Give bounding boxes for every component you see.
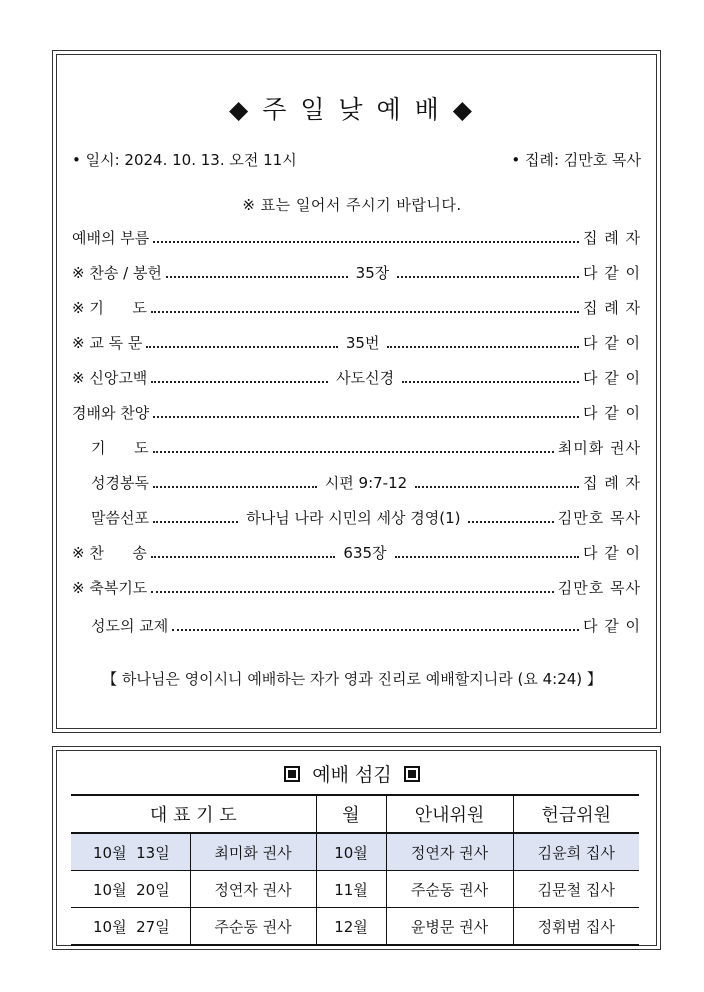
table-row — [71, 908, 639, 946]
prayer-person: 주순동 권사 — [190, 908, 316, 946]
duty-month: 12월 — [316, 908, 386, 946]
order-row — [72, 261, 641, 283]
worship-title: ◆ 주 일 낮 예 배 ◆ — [229, 95, 475, 124]
order-label: 예배의 부름 — [72, 228, 150, 247]
order-label: 말씀선포 — [91, 508, 149, 527]
leader-dots — [153, 521, 238, 523]
usher-person: 주순동 권사 — [386, 871, 513, 908]
standing-note: ※ 표는 일어서 주시기 바랍니다. — [242, 196, 462, 214]
order-label: ※ 찬송 / 봉헌 — [72, 263, 162, 282]
order-label: ※ 교 독 문 — [72, 333, 143, 352]
order-row — [72, 331, 641, 353]
duty-month: 10월 — [316, 833, 386, 871]
order-detail: 사도신경 — [336, 368, 395, 387]
leader-dots — [172, 629, 579, 631]
order-detail: 하나님 나라 시민의 세상 경영(1) — [246, 508, 461, 527]
order-label: ※ 축복기도 — [72, 578, 148, 597]
service-leader: • 집례: 김만호 목사 — [511, 151, 641, 169]
prayer-date: 10월 13일 — [71, 833, 190, 871]
leader-dots — [415, 486, 579, 488]
service-date: • 일시: 2024. 10. 13. 오전 11시 — [72, 151, 297, 169]
order-label: 경배와 찬양 — [72, 403, 150, 422]
leader-dots — [387, 346, 579, 348]
table-row — [71, 833, 639, 871]
order-row — [91, 471, 641, 493]
prayer-person: 최미화 권사 — [190, 833, 316, 871]
prayer-date: 10월 27일 — [71, 908, 190, 946]
header-offering: 헌금위원 — [513, 795, 639, 833]
order-label: ※ 찬 송 — [72, 543, 147, 562]
order-row — [91, 506, 641, 528]
usher-person: 윤병문 권사 — [386, 908, 513, 946]
order-performer: 다 같 이 — [582, 368, 641, 387]
order-detail: 35장 — [355, 263, 390, 282]
duty-title-wrap — [0, 760, 704, 787]
leader-dots — [151, 311, 579, 313]
header-usher: 안내위원 — [386, 795, 513, 833]
order-label: 성경봉독 — [91, 473, 149, 492]
leader-dots — [153, 486, 317, 488]
prayer-date: 10월 20일 — [71, 871, 190, 908]
leader-dots — [153, 241, 579, 243]
leader-dots — [402, 381, 579, 383]
order-row — [91, 614, 641, 636]
scripture-verse: 【 하나님은 영이시니 예배하는 자가 영과 진리로 예배할지니라 (요 4:24) 】 — [102, 670, 602, 688]
order-detail: 35번 — [345, 333, 380, 352]
order-row — [72, 541, 641, 563]
order-performer: 집 례 자 — [582, 228, 641, 247]
offering-person: 김윤희 집사 — [513, 833, 639, 871]
leader-dots — [468, 521, 553, 523]
usher-person: 정연자 권사 — [386, 833, 513, 871]
duty-month: 11월 — [316, 871, 386, 908]
order-performer: 집 례 자 — [582, 473, 641, 492]
order-detail: 시편 9:7-12 — [324, 473, 408, 492]
leader-dots — [151, 556, 335, 558]
order-performer: 다 같 이 — [582, 403, 641, 422]
order-row — [72, 226, 641, 248]
leader-dots — [395, 556, 579, 558]
header-prayer: 대 표 기 도 — [71, 795, 316, 833]
order-detail: 635장 — [343, 543, 387, 562]
leader-dots — [166, 276, 348, 278]
leader-dots — [397, 276, 579, 278]
order-performer: 김만호 목사 — [557, 578, 641, 597]
leader-dots — [146, 346, 338, 348]
offering-person: 김문철 집사 — [513, 871, 639, 908]
leader-dots — [151, 381, 328, 383]
order-performer: 김만호 목사 — [557, 508, 642, 527]
square-bullet-icon — [404, 766, 420, 782]
header-month: 월 — [316, 795, 386, 833]
offering-person: 정휘범 집사 — [513, 908, 639, 946]
prayer-person: 정연자 권사 — [190, 871, 316, 908]
order-row — [72, 576, 641, 598]
table-row — [71, 871, 639, 908]
order-performer: 다 같 이 — [583, 543, 642, 562]
square-bullet-icon — [284, 766, 300, 782]
order-performer: 다 같 이 — [582, 333, 641, 352]
order-performer: 다 같 이 — [582, 616, 641, 635]
table-header-row — [71, 795, 639, 833]
order-performer: 집 례 자 — [582, 298, 641, 317]
order-performer: 최미화 권사 — [557, 438, 641, 457]
order-row — [72, 296, 641, 318]
leader-dots — [153, 451, 554, 453]
order-label: ※ 신앙고백 — [72, 368, 148, 387]
order-row — [72, 401, 641, 423]
order-row — [91, 436, 641, 458]
order-row — [72, 366, 641, 388]
leader-dots — [153, 416, 579, 418]
duty-title: 예배 섬김 — [312, 764, 392, 786]
order-label: ※ 기 도 — [72, 298, 147, 317]
order-label: 기 도 — [91, 438, 149, 457]
order-performer: 다 같 이 — [583, 263, 642, 282]
order-label: 성도의 교제 — [91, 616, 169, 635]
leader-dots — [151, 591, 553, 593]
duty-table — [71, 794, 639, 946]
